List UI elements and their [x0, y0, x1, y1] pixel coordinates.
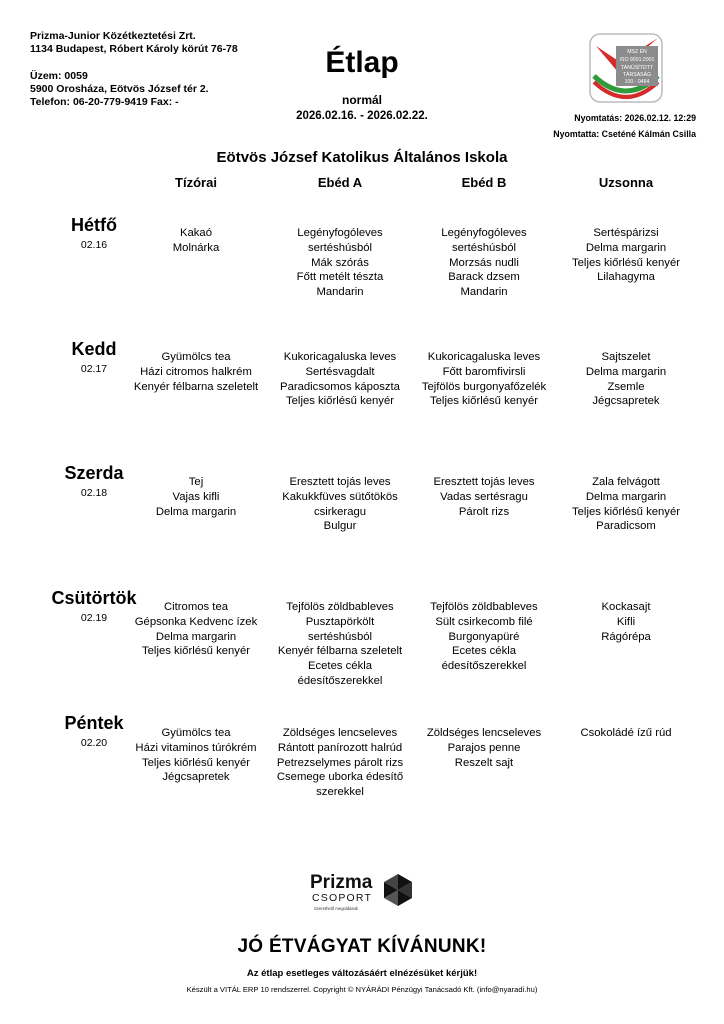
- meal-item: Kukoricagaluska leves: [283, 351, 397, 363]
- meal-item: sertéshúsból: [307, 630, 373, 643]
- meal-item: Delma margarin: [585, 365, 667, 378]
- day-date: 02.20: [80, 737, 108, 749]
- meal-item: Eresztett tojás leves: [433, 476, 535, 488]
- meal-item: sertéshúsból: [451, 241, 517, 254]
- meal-item: Kifli: [616, 615, 636, 628]
- meal-item: Főtt baromfivirsli: [442, 365, 526, 378]
- meal-cell-wednesday-ebed-a: [264, 475, 416, 534]
- meal-item: Kockasajt: [601, 601, 651, 613]
- meal-item: Zöldséges lencseleves: [426, 727, 542, 739]
- prizma-logo-icon: [308, 868, 416, 920]
- meal-item: édesítőszerekkel: [441, 660, 527, 673]
- meal-cell-thursday-ebed-b: [408, 600, 560, 674]
- meal-item: csirkeragu: [313, 505, 367, 518]
- meal-item: Vadas sertésragu: [440, 490, 528, 503]
- company-name: Prizma-Junior Közétkeztetési Zrt.: [30, 30, 196, 42]
- cert-line-3: TANÚSÍTOTT: [620, 65, 654, 71]
- meal-item: Delma margarin: [585, 490, 667, 503]
- change-note: Az étlap esetleges változásáért elnézésüket kérjük!: [246, 968, 478, 979]
- meal-item: Tejfölös burgonyafőzelék: [421, 380, 547, 393]
- menu-type: normál: [341, 93, 382, 107]
- meal-item: Burgonyapüré: [448, 630, 520, 643]
- meal-item: Kakaó: [179, 227, 213, 239]
- printed-by: Nyomtatta: Cseténé Kálmán Csilla: [553, 129, 696, 139]
- meal-item: Eresztett tojás leves: [289, 476, 391, 488]
- meal-item: Petrezselymes párolt rizs: [276, 756, 404, 769]
- meal-item: Paradicsomos káposzta: [280, 380, 400, 393]
- meal-item: Molnárka: [172, 241, 220, 254]
- cert-line-5: 100 - 0464: [624, 79, 650, 85]
- meal-item: Ecetes cékla: [451, 645, 517, 658]
- meal-item: Teljes kiőrlésű kenyér: [572, 256, 680, 269]
- meal-item: Kenyér félbarna szeletelt: [133, 380, 259, 393]
- cert-line-1: MSZ EN: [627, 49, 647, 55]
- meal-cell-friday-ebed-a: [264, 726, 416, 800]
- meal-item: Zsemle: [607, 380, 645, 393]
- meal-item: Reszelt sajt: [454, 756, 514, 769]
- day-date: 02.16: [80, 239, 108, 251]
- meal-cell-wednesday-ebed-b: [408, 475, 560, 519]
- meal-cell-thursday-uzsonna: [550, 600, 702, 644]
- meal-cell-monday-ebed-a: [264, 226, 416, 300]
- date-range: 2026.02.16. - 2026.02.22.: [296, 110, 428, 122]
- meal-item: Mák szórás: [311, 256, 369, 269]
- brand-name: Prizma: [310, 872, 373, 893]
- company-phone: Telefon: 06-20-779-9419 Fax: -: [30, 96, 179, 108]
- meal-cell-tuesday-ebed-b: [408, 350, 560, 409]
- iso-cert-icon: [588, 32, 664, 104]
- meal-item: Jégcsapretek: [592, 395, 660, 408]
- greeting: JÓ ÉTVÁGYAT KÍVÁNUNK!: [237, 936, 487, 957]
- meal-item: Főtt metélt tészta: [296, 271, 384, 284]
- meal-item: Parajos penne: [447, 741, 521, 754]
- meal-item: Sajtszelet: [601, 351, 651, 363]
- meal-cell-tuesday-tizorai: [120, 350, 272, 394]
- meal-item: Teljes kiőrlésű kenyér: [142, 756, 250, 769]
- meal-item: Mandarin: [460, 286, 508, 299]
- meal-item: Legényfogóleves: [441, 227, 527, 239]
- meal-item: Gyümölcs tea: [161, 351, 231, 363]
- meal-item: édesítőszerekkel: [297, 674, 383, 687]
- day-name: Kedd: [71, 339, 117, 359]
- day-date: 02.18: [80, 487, 108, 499]
- day-name: Péntek: [64, 713, 124, 733]
- meal-item: Rántott panírozott halrúd: [277, 741, 403, 754]
- page-title: Étlap: [325, 46, 399, 79]
- meal-item: Házi vitaminos túrókrém: [135, 741, 257, 754]
- meal-item: sertéshúsból: [307, 241, 373, 254]
- print-date: Nyomtatás: 2026.02.12. 12:29: [574, 113, 696, 123]
- column-header-ebed-b: Ebéd B: [461, 175, 507, 190]
- meal-item: Gépsonka Kedvenc ízek: [134, 615, 258, 628]
- meal-cell-tuesday-uzsonna: [550, 350, 702, 409]
- meal-item: Teljes kiőrlésű kenyér: [142, 645, 250, 658]
- meal-item: Ecetes cékla: [307, 660, 373, 673]
- meal-item: Csokoládé ízű rúd: [580, 727, 672, 739]
- meal-cell-wednesday-tizorai: [120, 475, 272, 519]
- meal-item: Legényfogóleves: [297, 227, 383, 239]
- meal-item: Tejfölös zöldbableves: [286, 601, 394, 613]
- meal-item: Párolt rizs: [458, 505, 510, 518]
- cert-line-2: ISO 9001:2001: [619, 57, 655, 63]
- meal-item: Delma margarin: [585, 241, 667, 254]
- meal-cell-tuesday-ebed-a: [264, 350, 416, 409]
- brand-sub: CSOPORT: [312, 892, 373, 904]
- meal-item: Bulgur: [323, 520, 357, 533]
- meal-item: Zala felvágott: [592, 476, 660, 488]
- school-name: Eötvös József Katolikus Általános Iskola: [216, 149, 508, 166]
- meal-item: Jégcsapretek: [162, 771, 230, 784]
- copyright: Készült a VITÁL ERP 10 rendszerrel. Copyright © NYÁRÁDI Pénzügyi Tanácsadó Kft. (info@nyaradi.hu): [186, 985, 538, 994]
- meal-cell-wednesday-uzsonna: [550, 475, 702, 534]
- day-date: 02.19: [80, 612, 108, 624]
- column-header-ebed-a: Ebéd A: [317, 175, 363, 190]
- meal-item: Kenyér félbarna szeletelt: [277, 645, 403, 658]
- meal-item: Pusztapörkölt: [305, 615, 375, 628]
- meal-item: Házi citromos halkrém: [140, 365, 252, 378]
- plant-id: Üzem: 0059: [30, 70, 88, 82]
- plant-address: 5900 Orosháza, Eötvös József tér 2.: [30, 83, 209, 95]
- meal-item: Lilahagyma: [597, 271, 655, 284]
- meal-item: Teljes kiőrlésű kenyér: [572, 505, 680, 518]
- meal-item: Sertésvagdalt: [305, 365, 375, 378]
- meal-item: Gyümölcs tea: [161, 727, 231, 739]
- cert-line-4: TÁRSASÁG: [622, 72, 652, 78]
- meal-item: Teljes kiőrlésű kenyér: [430, 395, 538, 408]
- day-name: Szerda: [64, 463, 124, 483]
- meal-item: Rágórépa: [601, 630, 651, 643]
- meal-cell-friday-uzsonna: [550, 726, 702, 741]
- meal-cell-friday-tizorai: [120, 726, 272, 785]
- meal-item: Delma margarin: [155, 505, 237, 518]
- meal-item: Sült csirkecomb filé: [435, 615, 533, 628]
- meal-item: Sertéspárizsi: [593, 227, 659, 239]
- meal-cell-thursday-tizorai: [120, 600, 272, 659]
- meal-item: Citromos tea: [163, 601, 229, 613]
- meal-item: Teljes kiőrlésű kenyér: [286, 395, 394, 408]
- day-name: Csütörtök: [51, 588, 137, 608]
- meal-cell-friday-ebed-b: [408, 726, 560, 770]
- meal-item: szerekkel: [316, 786, 364, 799]
- meal-item: Barack dzsem: [448, 271, 520, 284]
- meal-cell-monday-tizorai: [120, 226, 272, 256]
- meal-item: Tejfölös zöldbableves: [430, 601, 538, 613]
- meal-item: Tej: [188, 476, 204, 488]
- meal-cell-thursday-ebed-a: [264, 600, 416, 689]
- meal-item: Kukoricagaluska leves: [427, 351, 541, 363]
- brand-tagline: Szerethető megoldások: [314, 906, 358, 911]
- day-name: Hétfő: [71, 215, 117, 235]
- company-address: 1134 Budapest, Róbert Károly körút 76-78: [30, 43, 238, 55]
- meal-item: Csemege uborka édesítő: [276, 771, 404, 784]
- meal-item: Zöldséges lencseleves: [282, 727, 398, 739]
- meal-item: Mandarin: [316, 286, 364, 299]
- day-date: 02.17: [80, 363, 108, 375]
- meal-item: Paradicsom: [596, 520, 656, 533]
- meal-cell-monday-uzsonna: [550, 226, 702, 285]
- meal-item: Vajas kifli: [172, 490, 220, 503]
- meal-cell-monday-ebed-b: [408, 226, 560, 300]
- meal-item: Morzsás nudli: [449, 256, 519, 269]
- column-header-tizorai: Tízórai: [175, 175, 217, 190]
- column-header-uzsonna: Uzsonna: [598, 175, 654, 190]
- meal-item: Kakukkfüves sütőtökös: [282, 490, 398, 503]
- meal-item: Delma margarin: [155, 630, 237, 643]
